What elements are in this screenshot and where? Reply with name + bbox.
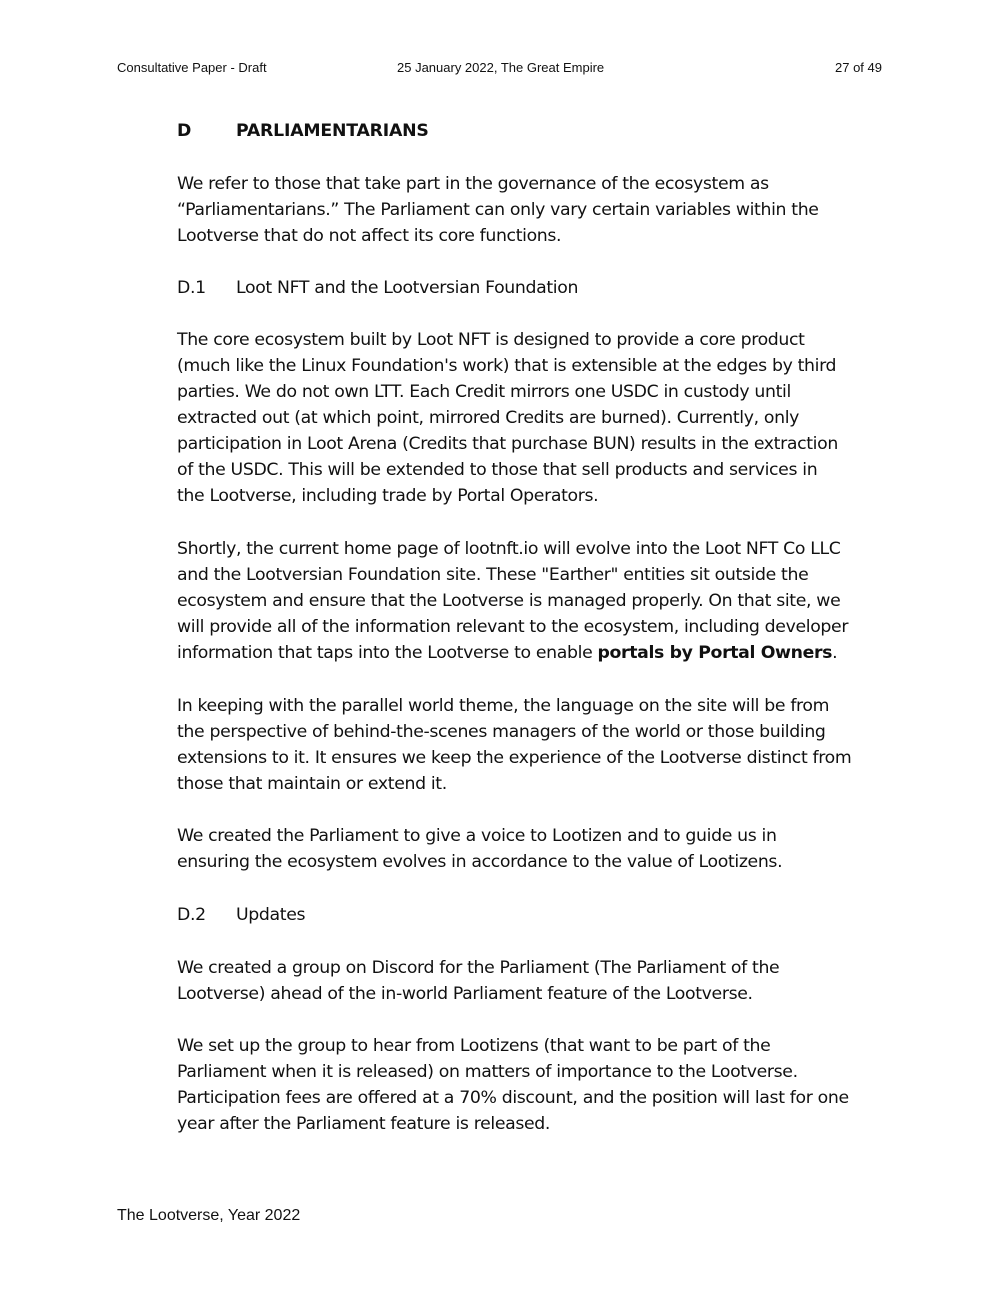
paragraph-line: will provide all of the information relevant to the ecosystem, including developer <box>177 617 849 637</box>
paragraph-line: We created the Parliament to give a voice to Lootizen and to guide us in <box>177 826 777 846</box>
subsection-number: D.1 <box>177 278 206 298</box>
paragraph-line: Shortly, the current home page of lootnft.io will evolve into the Loot NFT Co LLC <box>177 539 841 559</box>
paragraph-line: the Lootverse, including trade by Portal Operators. <box>177 486 599 506</box>
paragraph-participation-fees <box>177 1033 897 1137</box>
paragraph-line: extracted out (at which point, mirrored Credits are burned). Currently, only <box>177 408 800 428</box>
paragraph-intro <box>177 171 897 249</box>
paragraph-line: Participation fees are offered at a 70% discount, and the position will last for one <box>177 1088 849 1108</box>
paragraph-line: Lootverse) ahead of the in-world Parliament feature of the Lootverse. <box>177 984 753 1004</box>
paragraph-line: ecosystem and ensure that the Lootverse is managed properly. On that site, we <box>177 591 841 611</box>
paragraph-line: year after the Parliament feature is released. <box>177 1114 551 1134</box>
portals-emphasis: portals by Portal Owners <box>597 643 833 663</box>
section-title: PARLIAMENTARIANS <box>236 121 429 141</box>
paragraph-parallel-world <box>177 693 897 797</box>
paragraph-line: and the Lootversian Foundation site. These "Earther" entities sit outside the <box>177 565 809 585</box>
paragraph-text: information that taps into the Lootverse to enable <box>177 643 598 663</box>
paragraph-line <box>177 640 897 666</box>
paragraph-text: . <box>832 643 838 663</box>
paragraph-line: (much like the Linux Foundation's work) that is extensible at the edges by third <box>177 356 837 376</box>
header-page-number: 27 of 49 <box>835 60 882 75</box>
footer-text: The Lootverse, Year 2022 <box>117 1207 301 1224</box>
header-document-title: Consultative Paper - Draft <box>117 60 267 75</box>
paragraph-line: Parliament when it is released) on matters of importance to the Lootverse. <box>177 1062 798 1082</box>
paragraph-line: We refer to those that take part in the governance of the ecosystem as <box>177 174 769 194</box>
section-number: D <box>177 121 192 141</box>
paragraph-line: participation in Loot Arena (Credits that purchase BUN) results in the extraction <box>177 434 838 454</box>
paragraph-line: We set up the group to hear from Lootizens (that want to be part of the <box>177 1036 771 1056</box>
subsection-number: D.2 <box>177 905 206 925</box>
header-date-location: 25 January 2022, The Great Empire <box>397 60 605 75</box>
paragraph-parliament-voice <box>177 823 897 875</box>
paragraph-line: ensuring the ecosystem evolves in accordance to the value of Lootizens. <box>177 852 783 872</box>
paragraph-line: “Parliamentarians.” The Parliament can only vary certain variables within the <box>177 200 819 220</box>
paragraph-line: Lootverse that do not affect its core functions. <box>177 226 562 246</box>
paragraph-line: of the USDC. This will be extended to those that sell products and services in <box>177 460 818 480</box>
subsection-heading-d1 <box>177 275 578 301</box>
paragraph-line: The core ecosystem built by Loot NFT is designed to provide a core product <box>177 330 805 350</box>
paragraph-line: extensions to it. It ensures we keep the experience of the Lootverse distinct from <box>177 748 852 768</box>
paragraph-home-page <box>177 536 897 666</box>
paragraph-line: parties. We do not own LTT. Each Credit mirrors one USDC in custody until <box>177 382 791 402</box>
paragraph-line: We created a group on Discord for the Parliament (The Parliament of the <box>177 958 780 978</box>
subsection-title: Updates <box>236 905 306 925</box>
paragraph-discord-group <box>177 955 897 1007</box>
paragraph-line: the perspective of behind-the-scenes managers of the world or those building <box>177 722 826 742</box>
subsection-title: Loot NFT and the Lootversian Foundation <box>236 278 579 298</box>
section-heading <box>177 118 429 144</box>
paragraph-line: those that maintain or extend it. <box>177 774 447 794</box>
paragraph-core-ecosystem <box>177 327 897 509</box>
paragraph-line: In keeping with the parallel world theme, the language on the site will be from <box>177 696 830 716</box>
subsection-heading-d2 <box>177 902 305 928</box>
